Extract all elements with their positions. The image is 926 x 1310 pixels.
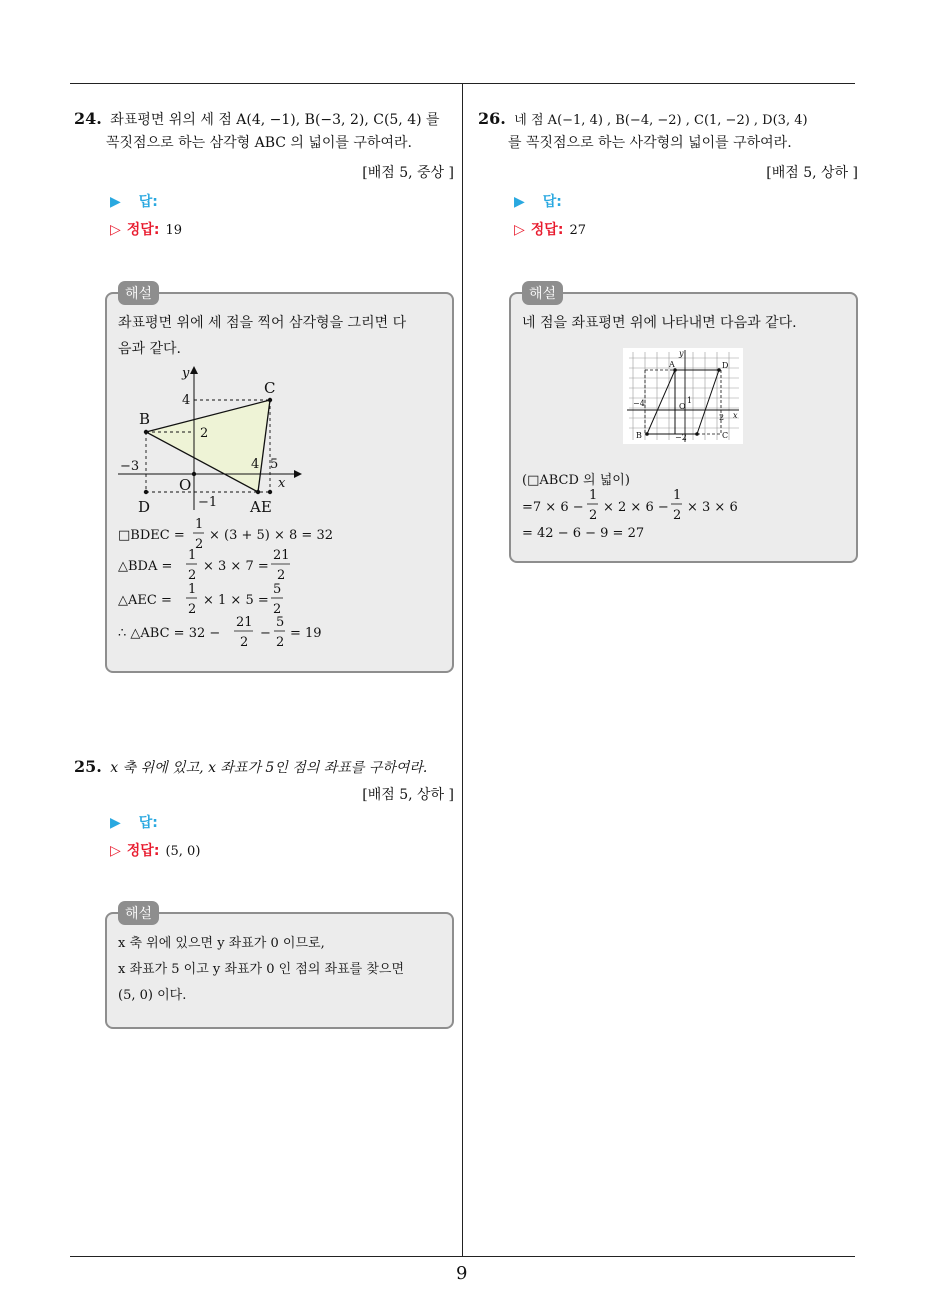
eq1-right: × 3 × 6 [687,500,738,515]
eq1-n2: 1 [673,488,682,503]
label-b: B [139,410,151,428]
question-text-line2: 꼭짓점으로 하는 삼각형 ABC 의 넓이를 구하여라. [106,135,412,151]
origin-point [192,472,196,476]
equations-24 [116,514,446,654]
question-text-line1: 네 점 A(−1, 4) , B(−4, −2) , C(1, −2) , D(3, 4) [514,113,808,128]
point-c [695,432,699,436]
eq2-rnum: 21 [273,548,290,563]
explanation-line1: 좌표평면 위에 세 점을 찍어 삼각형을 그리면 다 [118,315,407,331]
eq4-n1: 21 [236,615,253,630]
question-25 [74,755,460,780]
label-o: O [679,402,686,411]
eq1-n1: 1 [589,488,598,503]
eq4-n2: 5 [276,615,285,630]
triangle-abc [146,400,270,492]
tick-1: 1 [687,396,693,405]
eq4-left: ∴ △ABC = 32 − [118,626,221,641]
quadrilateral-graph [623,348,743,444]
eq1-left: □BDEC = [118,528,185,543]
eq1-d2: 2 [673,508,682,523]
eq2-rden: 2 [277,568,286,583]
x-axis-arrow [294,470,302,478]
label-a: A [669,360,675,369]
eq1-mid: × 2 × 6 − [603,500,669,515]
label-c: C [264,379,276,397]
correct-answer-row [514,219,586,239]
play-triangle-icon: ▶ [110,815,121,831]
question-26 [478,107,868,155]
tick-neg2: −2 [675,433,687,442]
question-number: 25. [74,757,102,776]
triangle-graph [110,360,310,520]
eq1-right: × (3 + 5) × 8 = 32 [209,528,333,543]
explanation-line1: x 축 위에 있으면 y 좌표가 0 이므로, [118,936,325,951]
label-d: D [138,498,151,516]
point-c [268,398,272,402]
answer-label: 답: [138,194,158,210]
eq3-mid: × 1 × 5 = [203,593,269,608]
answer-row [514,191,562,211]
label-c: C [722,431,729,440]
answer-row [110,812,158,832]
point-e [268,490,272,494]
eq1-num: 1 [195,517,204,532]
eq4-minus: − [260,626,271,641]
y-axis-label: y [182,366,190,381]
correct-label: 정답: [530,222,564,238]
explanation-line3: (5, 0) 이다. [118,988,187,1003]
bottom-rule [70,1256,855,1257]
eq2: = 42 − 6 − 9 = 27 [522,526,645,541]
outline-triangle-icon: ▷ [110,222,121,238]
correct-label: 정답: [126,222,160,238]
tick-x4: 4 [251,457,260,472]
explanation-tag: 해설 [118,901,159,925]
point-b [144,430,148,434]
equations-26 [520,466,850,546]
explanation-text [118,931,448,1009]
eq4-d2: 2 [276,635,285,650]
tick-x5: 5 [270,457,279,472]
eq1-left: =7 × 6 − [522,500,584,515]
y-axis-arrow [190,366,198,374]
tick-4: 4 [182,393,191,408]
explanation-tag: 해설 [118,281,159,305]
explanation-line1: 네 점을 좌표평면 위에 나타내면 다음과 같다. [522,315,797,331]
explanation-tag: 해설 [522,281,563,305]
explanation-text [522,310,852,336]
explanation-line2: 음과 같다. [118,341,181,357]
column-divider [462,83,463,1257]
question-number: 26. [478,109,506,128]
question-text-line2: 를 꼭짓점으로 하는 사각형의 넓이를 구하여라. [508,135,792,151]
label-ae: AE [250,498,272,516]
eq2-den: 2 [188,568,197,583]
eq2-mid: × 3 × 7 = [203,559,269,574]
question-number: 24. [74,109,102,128]
tick-2: 2 [719,413,725,422]
outline-triangle-icon: ▷ [110,843,121,859]
point-d [144,490,148,494]
tick-neg4: −4 [633,399,645,408]
answer-label: 답: [542,194,562,210]
eq3-left: △AEC = [118,593,172,608]
explanation-line2: x 좌표가 5 이고 y 좌표가 0 인 점의 좌표를 찾으면 [118,962,405,977]
score-label: [배점 5, 중상 ] [362,165,454,181]
eq2-left: △BDA = [118,559,173,574]
point-a [256,490,260,494]
outline-triangle-icon: ▷ [514,222,525,238]
eq1-den: 2 [195,537,204,552]
correct-value: (5, 0) [165,844,201,859]
label-o: O [179,476,192,494]
correct-value: 27 [569,223,586,238]
correct-answer-row [110,219,182,239]
label-b: B [636,431,642,440]
eq3-den: 2 [188,602,197,617]
label-d: D [722,361,729,370]
correct-value: 19 [165,223,182,238]
page-number: 9 [456,1263,468,1284]
question-24 [74,107,460,155]
correct-answer-row [110,840,200,860]
eq4-right: = 19 [290,626,322,641]
eq2-num: 1 [188,548,197,563]
point-b [645,432,649,436]
x-axis-label: x [733,411,738,420]
tick-neg3: −3 [120,459,140,474]
answer-row [110,191,158,211]
eq3-num: 1 [188,582,197,597]
tick-neg1: −1 [198,495,218,510]
score-label: [배점 5, 상하 ] [362,787,454,803]
answer-label: 답: [138,815,158,831]
eq3-rden: 2 [273,602,282,617]
point-d [717,368,721,372]
eq0: (□ABCD 의 넓이) [522,473,630,488]
explanation-text [118,310,448,362]
eq4-d1: 2 [240,635,249,650]
question-text-line1: x 축 위에 있고, x 좌표가 5인 점의 좌표를 구하여라. [110,760,428,776]
eq1-d1: 2 [589,508,598,523]
play-triangle-icon: ▶ [514,194,525,210]
y-axis-label: y [679,349,684,358]
eq3-rnum: 5 [273,582,282,597]
tick-2: 2 [200,426,209,441]
question-text-line1: 좌표평면 위의 세 점 A(4, −1), B(−3, 2), C(5, 4) 를 [110,112,440,128]
x-axis-label: x [278,476,286,491]
play-triangle-icon: ▶ [110,194,121,210]
score-label: [배점 5, 상하 ] [766,165,858,181]
correct-label: 정답: [126,843,160,859]
